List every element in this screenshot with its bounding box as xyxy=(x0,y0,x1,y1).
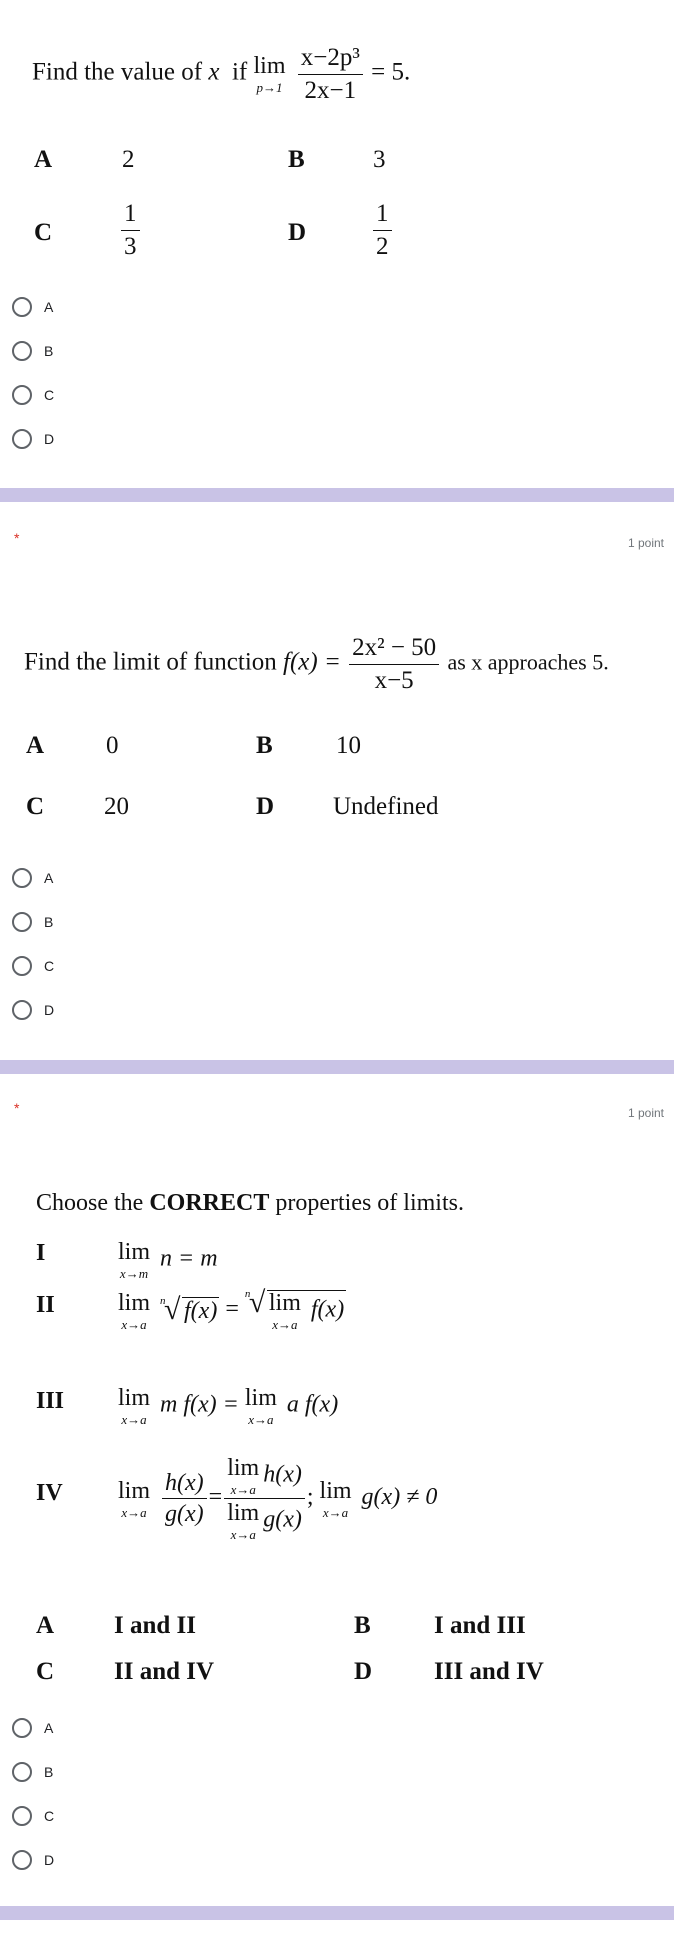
nth-root: n √ lim x→a f(x) xyxy=(244,1286,345,1332)
radio-button[interactable] xyxy=(12,1718,32,1738)
q3-choice-a[interactable] xyxy=(12,1718,53,1738)
q2-opt-a-letter: A xyxy=(26,732,45,759)
q3-prop-iii-rhs: a f(x) xyxy=(286,1391,339,1418)
lim-word: lim xyxy=(118,1289,151,1316)
numerator: h(x) xyxy=(162,1470,207,1499)
q1-choice-c[interactable] xyxy=(12,385,54,405)
q3-prop-iii xyxy=(118,1386,338,1426)
root-index: n xyxy=(160,1294,166,1307)
num-expr: h(x) xyxy=(263,1461,302,1488)
den-expr: g(x) xyxy=(263,1506,302,1533)
q3-prop-iv: lim x→a $\frac{h(x)}{g(x)}$ = lim x→a h(x) lim x→a g(x) ; lim x→a g(x) ≠ 0 xyxy=(118,1455,438,1542)
nth-root: n √ f(x) xyxy=(160,1292,218,1326)
q3-prop-i xyxy=(118,1240,218,1280)
lim-sub: x→a xyxy=(121,1412,147,1427)
lim-word: lim xyxy=(244,1385,277,1411)
q2-suffix: as x approaches 5. xyxy=(447,649,609,675)
numerator xyxy=(224,1456,305,1499)
q3-text-pre: Choose the xyxy=(36,1190,144,1216)
radio-button[interactable] xyxy=(12,341,32,361)
q1-opt-d-num: 1 xyxy=(373,200,392,231)
q3-opt-d-value: III and IV xyxy=(434,1658,544,1685)
lim-sub: x→a xyxy=(322,1504,349,1520)
q1-denominator: 2x−1 xyxy=(304,76,357,104)
root-body: f(x) xyxy=(184,1297,218,1324)
radio-button[interactable] xyxy=(12,385,32,405)
radio-label: A xyxy=(44,870,54,886)
q3-prop-iii-expr: m f(x) = xyxy=(160,1391,239,1418)
radio-label: C xyxy=(44,1808,55,1824)
q3-opt-a-value: I and II xyxy=(114,1612,196,1639)
q3-prop-ii xyxy=(118,1286,346,1332)
q3-opt-a-letter: A xyxy=(36,1612,55,1639)
q1-opt-d-den: 2 xyxy=(376,232,389,260)
q1-fraction xyxy=(298,44,363,104)
q1-lim-sub: p→1 xyxy=(256,80,283,95)
q3-text-bold: CORRECT xyxy=(149,1190,270,1216)
q3-opt-b-value: I and III xyxy=(434,1612,526,1639)
lim-sub: x→a xyxy=(121,1316,147,1332)
q3-choice-d[interactable] xyxy=(12,1850,54,1870)
q2-opt-c-letter: C xyxy=(26,793,45,820)
radio-label: D xyxy=(44,1002,55,1018)
q2-numerator: 2x² − 50 xyxy=(349,634,439,665)
required-asterisk: * xyxy=(14,1100,20,1116)
q2-opt-b-letter: B xyxy=(256,732,273,759)
q2-prefix: Find the limit of function xyxy=(24,648,277,676)
q3-prop-ii-roman: II xyxy=(36,1292,55,1318)
q1-opt-c-letter: C xyxy=(34,219,53,246)
lim-sub: x→a xyxy=(272,1317,298,1332)
q2-fraction xyxy=(349,634,439,694)
q1-var: x xyxy=(208,58,220,86)
q2-choice-b[interactable] xyxy=(12,912,53,932)
section-divider xyxy=(0,488,674,502)
radio-button[interactable] xyxy=(12,1762,32,1782)
lim-word: lim xyxy=(118,1477,151,1504)
q1-choice-d[interactable] xyxy=(12,429,54,449)
q2-choice-a[interactable] xyxy=(12,868,53,888)
radio-button[interactable] xyxy=(12,429,32,449)
root-index: n xyxy=(244,1288,251,1300)
q1-opt-a-letter: A xyxy=(34,146,53,173)
q1-choice-a[interactable] xyxy=(12,297,53,317)
q2-opt-a-value: 0 xyxy=(106,732,119,759)
radio-button[interactable] xyxy=(12,297,32,317)
q3-prop-i-roman: I xyxy=(36,1240,46,1266)
q3-prop-i-expr: n = m xyxy=(160,1245,218,1272)
radio-button[interactable] xyxy=(12,1000,32,1020)
lim-word: lim xyxy=(118,1385,151,1411)
radio-button[interactable] xyxy=(12,868,32,888)
radio-button[interactable] xyxy=(12,956,32,976)
q3-opt-d-letter: D xyxy=(354,1658,373,1685)
section-divider xyxy=(0,1060,674,1074)
q2-choice-d[interactable] xyxy=(12,1000,54,1020)
lim-sub: x→a xyxy=(121,1504,147,1520)
lim-word: lim xyxy=(227,1455,260,1481)
q2-opt-c-value: 20 xyxy=(104,793,129,820)
radio-label: C xyxy=(44,958,55,974)
q1-numerator: x−2p³ xyxy=(298,44,363,75)
radio-button[interactable] xyxy=(12,1850,32,1870)
q1-opt-c-frac xyxy=(121,200,140,260)
q1-rhs: = 5. xyxy=(371,58,411,86)
q1-if: if xyxy=(231,58,248,86)
q1-choice-b[interactable] xyxy=(12,341,53,361)
q1-opt-c-den: 3 xyxy=(124,232,137,260)
radio-button[interactable] xyxy=(12,1806,32,1826)
q3-opt-c-value: II and IV xyxy=(114,1658,215,1685)
points-label: 1 point xyxy=(627,536,664,550)
q2-prompt xyxy=(24,634,609,694)
q2-opt-b-value: 10 xyxy=(336,732,361,759)
q3-prompt xyxy=(36,1190,464,1217)
q1-lim xyxy=(254,54,286,94)
radio-label: D xyxy=(44,1852,55,1868)
q3-prop-iv-roman: IV xyxy=(36,1480,63,1506)
radio-label: B xyxy=(44,1764,54,1780)
q3-choice-b[interactable] xyxy=(12,1762,53,1782)
section-divider xyxy=(0,1906,674,1920)
q1-prompt xyxy=(32,44,410,104)
q1-opt-b-letter: B xyxy=(288,146,305,173)
radio-label: A xyxy=(44,1720,54,1736)
radio-label: D xyxy=(44,431,55,447)
q1-opt-b-value: 3 xyxy=(373,146,386,173)
lim-sub: x→m xyxy=(119,1266,149,1281)
lim-sub: x→a xyxy=(248,1412,274,1427)
frac-hg xyxy=(162,1470,207,1528)
q2-opt-d-value: Undefined xyxy=(333,793,439,820)
q1-opt-c-num: 1 xyxy=(121,200,140,231)
condition: g(x) ≠ 0 xyxy=(361,1484,438,1511)
q1-prefix: Find the value of xyxy=(32,58,203,86)
q3-opt-b-letter: B xyxy=(354,1612,371,1639)
root-body xyxy=(267,1290,346,1331)
inner-expr: f(x) xyxy=(310,1296,345,1323)
radio-label: B xyxy=(44,343,54,359)
lim-sub: x→a xyxy=(230,1482,256,1497)
lim-word: lim xyxy=(118,1239,151,1265)
lim-word: lim xyxy=(268,1290,301,1316)
radio-label: C xyxy=(44,387,55,403)
lim-sub: x→a xyxy=(230,1527,256,1542)
q1-lim-word: lim xyxy=(253,53,286,79)
q3-prop-iii-roman: III xyxy=(36,1388,65,1414)
denominator: g(x) xyxy=(165,1501,204,1527)
q3-choice-c[interactable] xyxy=(12,1806,54,1826)
points-label: 1 point xyxy=(627,1106,664,1120)
radio-label: B xyxy=(44,914,54,930)
q2-opt-d-letter: D xyxy=(256,793,275,820)
q2-choice-c[interactable] xyxy=(12,956,54,976)
frac-lim-hg xyxy=(224,1456,305,1541)
required-asterisk: * xyxy=(14,530,20,546)
q3-opt-c-letter: C xyxy=(36,1658,55,1685)
lim-word: lim xyxy=(319,1477,352,1504)
q2-func: f(x) = xyxy=(283,648,341,676)
q1-opt-a-value: 2 xyxy=(122,146,135,173)
q2-denominator: x−5 xyxy=(374,666,414,694)
radio-label: A xyxy=(44,299,54,315)
q3-text-post: properties of limits. xyxy=(275,1190,464,1216)
denominator xyxy=(224,1499,305,1541)
lim-word: lim xyxy=(227,1500,260,1526)
q1-opt-d-letter: D xyxy=(288,219,307,246)
q1-opt-d-frac xyxy=(373,200,392,260)
equals: = xyxy=(225,1296,239,1323)
radio-button[interactable] xyxy=(12,912,32,932)
